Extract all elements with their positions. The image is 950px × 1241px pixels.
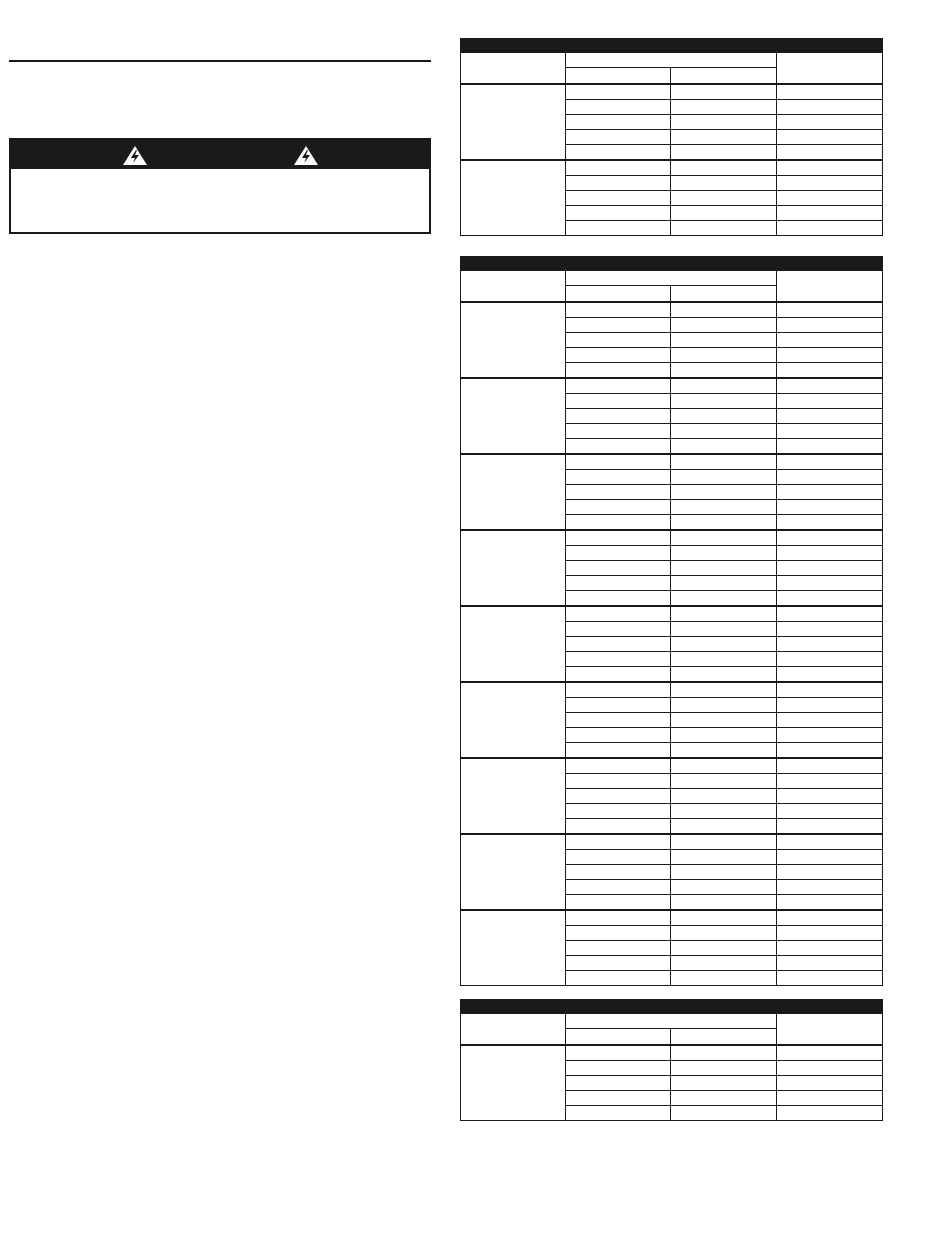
value-cell — [671, 1045, 777, 1061]
value-cell — [566, 591, 671, 607]
value-cell — [566, 652, 671, 667]
value-cell — [777, 910, 883, 926]
value-cell — [566, 637, 671, 652]
value-cell — [671, 302, 777, 318]
header-sub-cell — [566, 286, 671, 303]
value-cell — [671, 606, 777, 622]
value-cell — [566, 485, 671, 500]
value-cell — [777, 409, 883, 424]
header-sub-cell — [566, 1029, 671, 1046]
value-cell — [671, 1076, 777, 1091]
group-label-cell — [461, 302, 566, 378]
value-cell — [671, 910, 777, 926]
value-cell — [671, 394, 777, 409]
value-cell — [566, 439, 671, 455]
group-label-cell — [461, 758, 566, 834]
section-divider-rule — [9, 60, 431, 62]
value-cell — [777, 348, 883, 363]
value-cell — [566, 576, 671, 591]
value-cell — [566, 500, 671, 515]
value-cell — [777, 743, 883, 759]
value-cell — [777, 819, 883, 835]
value-cell — [671, 774, 777, 789]
value-cell — [671, 546, 777, 561]
value-cell — [777, 115, 883, 130]
value-cell — [566, 84, 671, 100]
value-cell — [671, 409, 777, 424]
value-cell — [777, 895, 883, 911]
value-cell — [566, 115, 671, 130]
value-cell — [777, 515, 883, 531]
value-cell — [671, 576, 777, 591]
value-cell — [566, 926, 671, 941]
value-cell — [777, 865, 883, 880]
value-cell — [777, 774, 883, 789]
value-cell — [566, 318, 671, 333]
header-label-cell — [461, 1014, 566, 1045]
value-cell — [671, 758, 777, 774]
group-label-cell — [461, 834, 566, 910]
value-cell — [777, 221, 883, 236]
value-cell — [671, 698, 777, 713]
table-title-bar — [461, 1000, 883, 1015]
value-cell — [671, 424, 777, 439]
value-cell — [566, 191, 671, 206]
value-cell — [777, 394, 883, 409]
table-row — [461, 454, 883, 470]
header-sub-cell — [566, 68, 671, 85]
value-cell — [671, 591, 777, 607]
value-cell — [566, 409, 671, 424]
value-cell — [566, 561, 671, 576]
value-cell — [566, 470, 671, 485]
table-title-bar — [461, 39, 883, 54]
value-cell — [566, 956, 671, 971]
value-cell — [777, 606, 883, 622]
header-sub-cell — [671, 1029, 777, 1046]
group-label-cell — [461, 910, 566, 986]
value-cell — [777, 160, 883, 176]
value-cell — [777, 176, 883, 191]
value-cell — [777, 530, 883, 546]
spec-table — [460, 38, 883, 236]
value-cell — [777, 84, 883, 100]
warning-box — [9, 138, 431, 234]
value-cell — [671, 804, 777, 819]
spec-table — [460, 256, 883, 986]
value-cell — [566, 819, 671, 835]
value-cell — [566, 454, 671, 470]
value-cell — [566, 804, 671, 819]
value-cell — [566, 530, 671, 546]
value-cell — [566, 910, 671, 926]
value-cell — [777, 145, 883, 161]
value-cell — [777, 880, 883, 895]
value-cell — [777, 454, 883, 470]
table-row — [461, 834, 883, 850]
value-cell — [671, 789, 777, 804]
value-cell — [566, 880, 671, 895]
value-cell — [671, 454, 777, 470]
group-label-cell — [461, 1045, 566, 1121]
value-cell — [566, 713, 671, 728]
value-cell — [671, 206, 777, 221]
value-cell — [671, 667, 777, 683]
value-cell — [671, 378, 777, 394]
value-cell — [566, 895, 671, 911]
value-cell — [671, 100, 777, 115]
table-title-bar — [461, 257, 883, 272]
table-row — [461, 910, 883, 926]
value-cell — [777, 789, 883, 804]
value-cell — [566, 206, 671, 221]
header-right-cell — [777, 271, 883, 302]
value-cell — [671, 1106, 777, 1121]
value-cell — [777, 652, 883, 667]
value-cell — [777, 637, 883, 652]
value-cell — [777, 682, 883, 698]
value-cell — [671, 348, 777, 363]
header-label-cell — [461, 271, 566, 302]
value-cell — [566, 850, 671, 865]
value-cell — [671, 880, 777, 895]
value-cell — [566, 834, 671, 850]
value-cell — [671, 622, 777, 637]
value-cell — [777, 546, 883, 561]
value-cell — [777, 100, 883, 115]
value-cell — [566, 145, 671, 161]
value-cell — [777, 728, 883, 743]
value-cell — [566, 667, 671, 683]
value-cell — [777, 470, 883, 485]
value-cell — [566, 743, 671, 759]
value-cell — [777, 850, 883, 865]
group-label-cell — [461, 378, 566, 454]
value-cell — [671, 470, 777, 485]
group-label-cell — [461, 454, 566, 530]
value-cell — [777, 667, 883, 683]
spec-table — [460, 999, 883, 1121]
value-cell — [777, 941, 883, 956]
value-cell — [566, 971, 671, 986]
value-cell — [671, 561, 777, 576]
value-cell — [671, 941, 777, 956]
value-cell — [566, 424, 671, 439]
value-cell — [777, 622, 883, 637]
value-cell — [671, 363, 777, 379]
header-right-cell — [777, 53, 883, 84]
value-cell — [671, 895, 777, 911]
value-cell — [671, 439, 777, 455]
value-cell — [566, 682, 671, 698]
value-cell — [671, 515, 777, 531]
value-cell — [671, 956, 777, 971]
value-cell — [671, 191, 777, 206]
value-cell — [671, 500, 777, 515]
value-cell — [566, 546, 671, 561]
table-row — [461, 160, 883, 176]
value-cell — [566, 160, 671, 176]
value-cell — [777, 1091, 883, 1106]
value-cell — [671, 221, 777, 236]
value-cell — [566, 941, 671, 956]
value-cell — [777, 302, 883, 318]
value-cell — [566, 100, 671, 115]
table-row — [461, 530, 883, 546]
value-cell — [671, 819, 777, 835]
value-cell — [566, 363, 671, 379]
value-cell — [566, 728, 671, 743]
value-cell — [566, 1076, 671, 1091]
value-cell — [777, 698, 883, 713]
value-cell — [566, 774, 671, 789]
table-row — [461, 682, 883, 698]
value-cell — [566, 1106, 671, 1121]
value-cell — [777, 318, 883, 333]
value-cell — [671, 834, 777, 850]
value-cell — [777, 500, 883, 515]
header-sub-cell — [671, 68, 777, 85]
value-cell — [566, 515, 671, 531]
value-cell — [566, 1091, 671, 1106]
value-cell — [777, 561, 883, 576]
value-cell — [566, 333, 671, 348]
value-cell — [566, 758, 671, 774]
value-cell — [671, 318, 777, 333]
value-cell — [671, 1061, 777, 1076]
value-cell — [671, 713, 777, 728]
value-cell — [566, 176, 671, 191]
group-label-cell — [461, 84, 566, 160]
value-cell — [777, 576, 883, 591]
value-cell — [777, 926, 883, 941]
value-cell — [566, 221, 671, 236]
value-cell — [566, 622, 671, 637]
value-cell — [777, 1106, 883, 1121]
value-cell — [566, 789, 671, 804]
value-cell — [566, 394, 671, 409]
header-sub-cell — [671, 286, 777, 303]
group-label-cell — [461, 682, 566, 758]
value-cell — [777, 333, 883, 348]
header-right-cell — [777, 1014, 883, 1045]
value-cell — [566, 698, 671, 713]
electrical-hazard-icon — [293, 145, 319, 166]
value-cell — [671, 485, 777, 500]
electrical-hazard-icon — [122, 145, 148, 166]
value-cell — [671, 652, 777, 667]
value-cell — [671, 176, 777, 191]
value-cell — [777, 834, 883, 850]
value-cell — [777, 191, 883, 206]
group-label-cell — [461, 530, 566, 606]
table-row — [461, 378, 883, 394]
group-label-cell — [461, 160, 566, 236]
value-cell — [777, 713, 883, 728]
table-row — [461, 1045, 883, 1061]
value-cell — [777, 1061, 883, 1076]
value-cell — [777, 130, 883, 145]
table-row — [461, 606, 883, 622]
value-cell — [777, 439, 883, 455]
header-label-cell — [461, 53, 566, 84]
value-cell — [777, 485, 883, 500]
value-cell — [671, 971, 777, 986]
value-cell — [671, 1091, 777, 1106]
value-cell — [671, 333, 777, 348]
value-cell — [671, 130, 777, 145]
value-cell — [777, 956, 883, 971]
table-row — [461, 84, 883, 100]
value-cell — [566, 302, 671, 318]
value-cell — [777, 971, 883, 986]
table-row — [461, 302, 883, 318]
value-cell — [777, 1045, 883, 1061]
value-cell — [777, 363, 883, 379]
value-cell — [566, 348, 671, 363]
value-cell — [671, 743, 777, 759]
value-cell — [777, 758, 883, 774]
warning-header-bar — [11, 140, 429, 169]
value-cell — [777, 1076, 883, 1091]
value-cell — [671, 728, 777, 743]
value-cell — [777, 591, 883, 607]
value-cell — [671, 84, 777, 100]
table-row — [461, 758, 883, 774]
value-cell — [566, 1045, 671, 1061]
value-cell — [671, 926, 777, 941]
value-cell — [566, 1061, 671, 1076]
value-cell — [671, 850, 777, 865]
value-cell — [777, 378, 883, 394]
header-span-cell — [566, 53, 777, 68]
value-cell — [777, 206, 883, 221]
header-span-cell — [566, 271, 777, 286]
value-cell — [671, 637, 777, 652]
value-cell — [566, 606, 671, 622]
value-cell — [671, 115, 777, 130]
value-cell — [671, 145, 777, 161]
value-cell — [671, 865, 777, 880]
value-cell — [566, 865, 671, 880]
value-cell — [671, 530, 777, 546]
value-cell — [566, 130, 671, 145]
value-cell — [671, 682, 777, 698]
header-span-cell — [566, 1014, 777, 1029]
value-cell — [777, 804, 883, 819]
value-cell — [566, 378, 671, 394]
group-label-cell — [461, 606, 566, 682]
value-cell — [671, 160, 777, 176]
value-cell — [777, 424, 883, 439]
